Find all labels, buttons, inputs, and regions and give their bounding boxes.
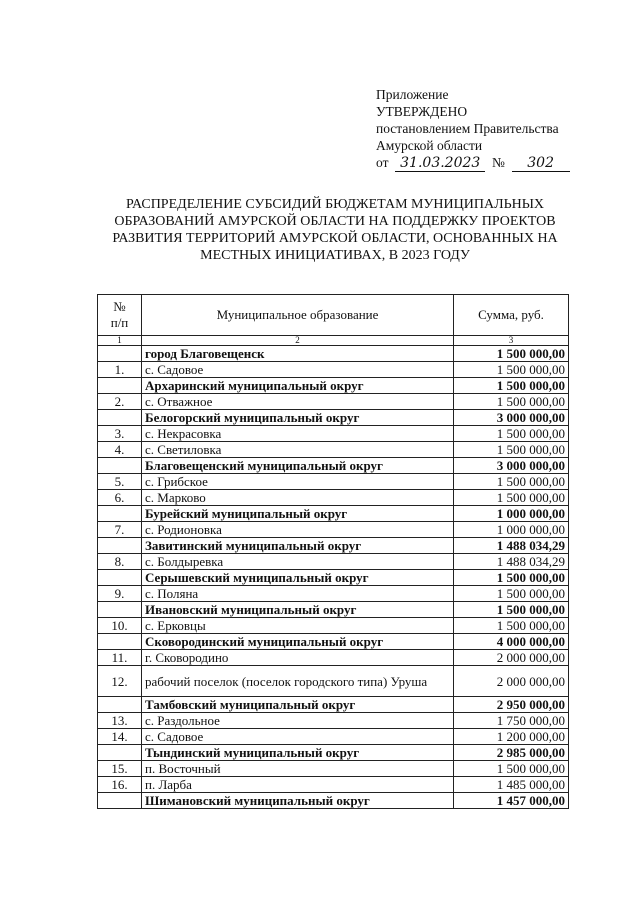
- title-line: МЕСТНЫХ ИНИЦИАТИВАХ, В 2023 ГОДУ: [200, 248, 470, 263]
- row-sum: 1 500 000,00: [454, 570, 569, 586]
- row-sum: 1 500 000,00: [454, 761, 569, 777]
- settlement-row: [98, 394, 569, 410]
- row-sum: 3 000 000,00: [454, 410, 569, 426]
- row-name: п. Ларба: [142, 777, 454, 793]
- row-number: 14.: [98, 729, 142, 745]
- row-number: 15.: [98, 761, 142, 777]
- row-sum: 1 485 000,00: [454, 777, 569, 793]
- settlement-row: [98, 490, 569, 506]
- row-sum: 1 457 000,00: [454, 793, 569, 809]
- from-label: от: [376, 155, 389, 170]
- resolution-label: постановлением Правительства: [376, 121, 559, 136]
- row-name: Тындинский муниципальный округ: [142, 745, 454, 761]
- row-name: Бурейский муниципальный округ: [142, 506, 454, 522]
- row-number: [98, 634, 142, 650]
- subsidy-table: [97, 294, 569, 809]
- row-number: [98, 570, 142, 586]
- row-number: [98, 506, 142, 522]
- row-name: Тамбовский муниципальный округ: [142, 697, 454, 713]
- settlement-row: [98, 761, 569, 777]
- row-number: [98, 538, 142, 554]
- settlement-row: [98, 650, 569, 666]
- row-number: 4.: [98, 442, 142, 458]
- municipality-group-row: [98, 745, 569, 761]
- approval-block: [376, 86, 570, 172]
- row-number: 2.: [98, 394, 142, 410]
- settlement-row: [98, 777, 569, 793]
- row-number: 5.: [98, 474, 142, 490]
- title-line: РАЗВИТИЯ ТЕРРИТОРИЙ АМУРСКОЙ ОБЛАСТИ, ОСНОВАННЫХ НА: [112, 231, 558, 246]
- row-number: 1.: [98, 362, 142, 378]
- row-number: [98, 378, 142, 394]
- row-number: 8.: [98, 554, 142, 570]
- row-name: рабочий поселок (поселок городского типа) Уруша: [142, 666, 454, 697]
- row-number: [98, 602, 142, 618]
- row-sum: 1 500 000,00: [454, 346, 569, 362]
- handwritten-number: 302: [512, 156, 570, 172]
- row-sum: 2 985 000,00: [454, 745, 569, 761]
- row-number: 11.: [98, 650, 142, 666]
- row-number: 13.: [98, 713, 142, 729]
- row-name: Сковородинский муниципальный округ: [142, 634, 454, 650]
- municipality-group-row: [98, 602, 569, 618]
- row-name: Серышевский муниципальный округ: [142, 570, 454, 586]
- settlement-row: [98, 442, 569, 458]
- settlement-row: [98, 426, 569, 442]
- row-name: с. Болдыревка: [142, 554, 454, 570]
- row-number: [98, 697, 142, 713]
- settlement-row: [98, 618, 569, 634]
- row-number: 10.: [98, 618, 142, 634]
- row-name: Завитинский муниципальный округ: [142, 538, 454, 554]
- index-cell: 1: [98, 336, 142, 346]
- number-label: №: [491, 155, 505, 170]
- municipality-group-row: [98, 410, 569, 426]
- document-title: [100, 196, 570, 264]
- row-number: [98, 346, 142, 362]
- row-number: [98, 793, 142, 809]
- row-sum: 1 500 000,00: [454, 474, 569, 490]
- municipality-group-row: [98, 538, 569, 554]
- index-cell: 2: [142, 336, 454, 346]
- row-sum: 1 000 000,00: [454, 506, 569, 522]
- municipality-group-row: [98, 793, 569, 809]
- settlement-row: [98, 474, 569, 490]
- settlement-row: [98, 713, 569, 729]
- row-number: [98, 410, 142, 426]
- row-sum: 1 200 000,00: [454, 729, 569, 745]
- row-number: 7.: [98, 522, 142, 538]
- header-number: № п/п: [98, 295, 142, 336]
- row-name: с. Марково: [142, 490, 454, 506]
- municipality-group-row: [98, 506, 569, 522]
- row-name: с. Грибское: [142, 474, 454, 490]
- date-number-line: [376, 154, 570, 172]
- row-name: с. Садовое: [142, 729, 454, 745]
- row-name: Белогорский муниципальный округ: [142, 410, 454, 426]
- appendix-label: Приложение: [376, 87, 449, 102]
- municipality-group-row: [98, 697, 569, 713]
- row-name: п. Восточный: [142, 761, 454, 777]
- row-sum: 1 488 034,29: [454, 538, 569, 554]
- row-sum: 3 000 000,00: [454, 458, 569, 474]
- municipality-group-row: [98, 458, 569, 474]
- settlement-row: [98, 554, 569, 570]
- approved-label: УТВЕРЖДЕНО: [376, 104, 468, 119]
- row-sum: 2 000 000,00: [454, 650, 569, 666]
- handwritten-date: 31.03.2023: [395, 156, 485, 172]
- settlement-row: [98, 362, 569, 378]
- row-sum: 1 500 000,00: [454, 378, 569, 394]
- row-name: с. Родионовка: [142, 522, 454, 538]
- row-number: 12.: [98, 666, 142, 697]
- row-name: Архаринский муниципальный округ: [142, 378, 454, 394]
- row-name: с. Раздольное: [142, 713, 454, 729]
- row-sum: 2 000 000,00: [454, 666, 569, 697]
- municipality-group-row: [98, 570, 569, 586]
- row-name: Ивановский муниципальный округ: [142, 602, 454, 618]
- row-number: [98, 458, 142, 474]
- row-sum: 1 500 000,00: [454, 490, 569, 506]
- row-name: город Благовещенск: [142, 346, 454, 362]
- header-sum: Сумма, руб.: [454, 295, 569, 336]
- row-number: [98, 745, 142, 761]
- row-sum: 1 500 000,00: [454, 618, 569, 634]
- row-number: 3.: [98, 426, 142, 442]
- header-municipality: Муниципальное образование: [142, 295, 454, 336]
- row-name: с. Поляна: [142, 586, 454, 602]
- row-number: 6.: [98, 490, 142, 506]
- row-sum: 4 000 000,00: [454, 634, 569, 650]
- title-line: ОБРАЗОВАНИЙ АМУРСКОЙ ОБЛАСТИ НА ПОДДЕРЖКУ ПРОЕКТОВ: [114, 214, 556, 229]
- row-sum: 1 500 000,00: [454, 442, 569, 458]
- row-name: с. Светиловка: [142, 442, 454, 458]
- row-sum: 1 488 034,29: [454, 554, 569, 570]
- row-name: с. Ерковцы: [142, 618, 454, 634]
- index-cell: 3: [454, 336, 569, 346]
- row-number: 16.: [98, 777, 142, 793]
- row-name: г. Сковородино: [142, 650, 454, 666]
- table-header-row: [98, 295, 569, 336]
- title-line: РАСПРЕДЕЛЕНИЕ СУБСИДИЙ БЮДЖЕТАМ МУНИЦИПАЛЬНЫХ: [125, 197, 545, 212]
- row-sum: 1 500 000,00: [454, 586, 569, 602]
- settlement-row: [98, 586, 569, 602]
- settlement-row: [98, 522, 569, 538]
- row-number: 9.: [98, 586, 142, 602]
- row-sum: 1 500 000,00: [454, 426, 569, 442]
- row-sum: 2 950 000,00: [454, 697, 569, 713]
- row-name: с. Садовое: [142, 362, 454, 378]
- row-name: Благовещенский муниципальный округ: [142, 458, 454, 474]
- row-sum: 1 750 000,00: [454, 713, 569, 729]
- row-sum: 1 500 000,00: [454, 602, 569, 618]
- row-name: с. Некрасовка: [142, 426, 454, 442]
- settlement-row: [98, 729, 569, 745]
- municipality-group-row: [98, 634, 569, 650]
- row-name: с. Отважное: [142, 394, 454, 410]
- row-sum: 1 000 000,00: [454, 522, 569, 538]
- row-name: Шимановский муниципальный округ: [142, 793, 454, 809]
- municipality-group-row: [98, 346, 569, 362]
- row-sum: 1 500 000,00: [454, 394, 569, 410]
- region-label: Амурской области: [376, 138, 483, 153]
- municipality-group-row: [98, 378, 569, 394]
- row-sum: 1 500 000,00: [454, 362, 569, 378]
- settlement-row: [98, 666, 569, 697]
- table-index-row: [98, 336, 569, 346]
